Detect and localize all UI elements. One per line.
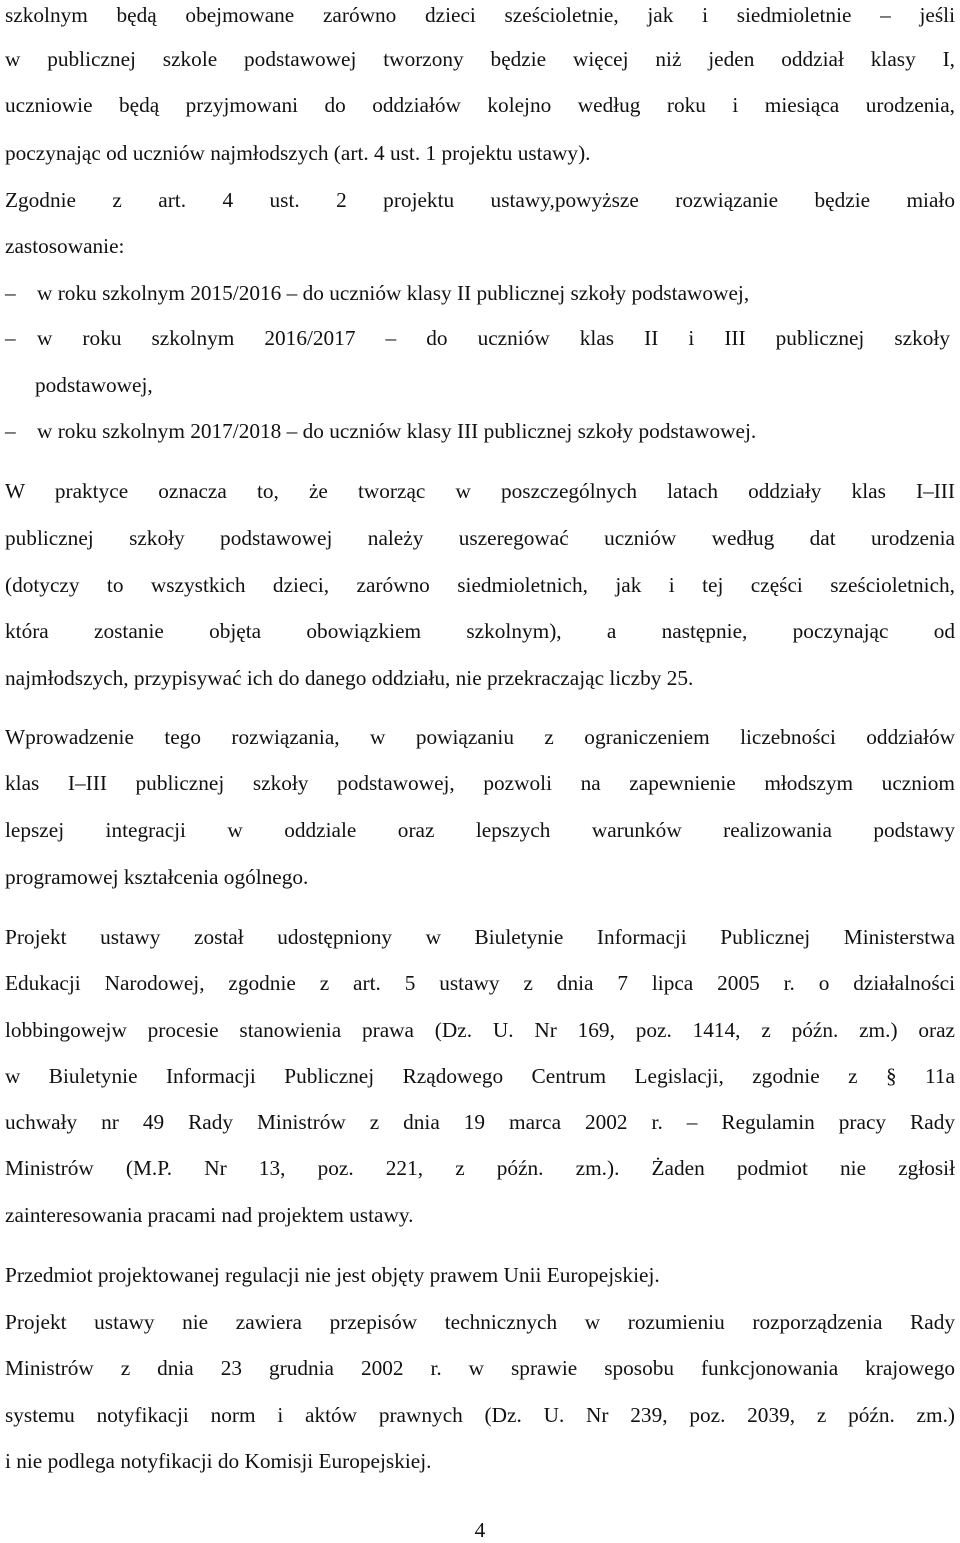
paragraph-3-line-3: lepszej integracji w oddziale oraz lepszych warunków realizowania podstawy xyxy=(5,818,955,842)
paragraph-4-line-3: lobbingowejw procesie stanowienia prawa (Dz. U. Nr 169, poz. 1414, z późn. zm.) oraz xyxy=(5,1018,955,1042)
paragraph-1-line-2: w publicznej szkole podstawowej tworzony będzie więcej niż jeden oddział klasy I, xyxy=(5,47,955,71)
paragraph-4-line-1: Projekt ustawy został udostępniony w Biuletynie Informacji Publicznej Ministerstwa xyxy=(5,925,955,949)
paragraph-3-line-2: klas I–III publicznej szkoły podstawowej, pozwoli na zapewnienie młodszym uczniom xyxy=(5,771,955,795)
paragraph-1-line-3: uczniowie będą przyjmowani do oddziałów kolejno według roku i miesiąca urodzenia, xyxy=(5,93,955,117)
paragraph-4-line-7: zainteresowania pracami nad projektem ustawy. xyxy=(5,1203,414,1227)
list-item-text: w roku szkolnym 2016/2017 – do uczniów klas II i III publicznej szkoły xyxy=(37,326,950,350)
paragraph-1-line-4: poczynając od uczniów najmłodszych (art. 4 ust. 1 projektu ustawy). xyxy=(5,141,591,165)
list-dash: – xyxy=(5,326,16,350)
paragraph-5-line-1: Przedmiot projektowanej regulacji nie jest objęty prawem Unii Europejskiej. xyxy=(5,1263,660,1287)
paragraph-1-line-1: szkolnym będą obejmowane zarówno dzieci sześcioletnie, jak i siedmioletnie – jeśli xyxy=(5,3,955,27)
list-dash: – xyxy=(5,281,16,305)
paragraph-2-line-2: publicznej szkoły podstawowej należy uszeregować uczniów według dat urodzenia xyxy=(5,526,955,550)
paragraph-6-line-2: Ministrów z dnia 23 grudnia 2002 r. w sprawie sposobu funkcjonowania krajowego xyxy=(5,1356,955,1380)
paragraph-1-line-5: Zgodnie z art. 4 ust. 2 projektu ustawy,powyższe rozwiązanie będzie miało xyxy=(5,188,955,212)
paragraph-4-line-6: Ministrów (M.P. Nr 13, poz. 221, z późn. zm.). Żaden podmiot nie zgłosił xyxy=(5,1156,955,1180)
paragraph-6-line-1: Projekt ustawy nie zawiera przepisów technicznych w rozumieniu rozporządzenia Rady xyxy=(5,1310,955,1334)
list-item xyxy=(5,418,955,444)
list-item-text: w roku szkolnym 2015/2016 – do uczniów klasy II publicznej szkoły podstawowej, xyxy=(37,281,750,305)
paragraph-3-line-1: Wprowadzenie tego rozwiązania, w powiązaniu z ograniczeniem liczebności oddziałów xyxy=(5,725,955,749)
page-number: 4 xyxy=(474,1518,486,1542)
paragraph-3-line-4: programowej kształcenia ogólnego. xyxy=(5,865,309,889)
list-item xyxy=(5,280,955,306)
paragraph-6-line-3: systemu notyfikacji norm i aktów prawnych (Dz. U. Nr 239, poz. 2039, z późn. zm.) xyxy=(5,1403,955,1427)
paragraph-6-line-4: i nie podlega notyfikacji do Komisji Europejskiej. xyxy=(5,1449,432,1473)
paragraph-2-line-3: (dotyczy to wszystkich dzieci, zarówno siedmioletnich, jak i tej części sześcioletnich, xyxy=(5,573,955,597)
list-dash: – xyxy=(5,419,16,443)
paragraph-4-line-5: uchwały nr 49 Rady Ministrów z dnia 19 marca 2002 r. – Regulamin pracy Rady xyxy=(5,1110,955,1134)
paragraph-1-line-6: zastosowanie: xyxy=(5,234,125,258)
paragraph-2-line-4: która zostanie objęta obowiązkiem szkolnym), a następnie, poczynając od xyxy=(5,619,955,643)
paragraph-4-line-2: Edukacji Narodowej, zgodnie z art. 5 ustawy z dnia 7 lipca 2005 r. o działalności xyxy=(5,971,955,995)
paragraph-2-line-5: najmłodszych, przypisywać ich do danego oddziału, nie przekraczając liczby 25. xyxy=(5,666,694,690)
paragraph-4-line-4: w Biuletynie Informacji Publicznej Rządowego Centrum Legislacji, zgodnie z § 11a xyxy=(5,1064,955,1088)
list-item-text: w roku szkolnym 2017/2018 – do uczniów klasy III publicznej szkoły podstawowej. xyxy=(37,419,757,443)
list-item xyxy=(5,325,950,351)
list-item-continuation: podstawowej, xyxy=(35,373,153,397)
paragraph-2-line-1: W praktyce oznacza to, że tworząc w poszczególnych latach oddziały klas I–III xyxy=(5,479,955,503)
